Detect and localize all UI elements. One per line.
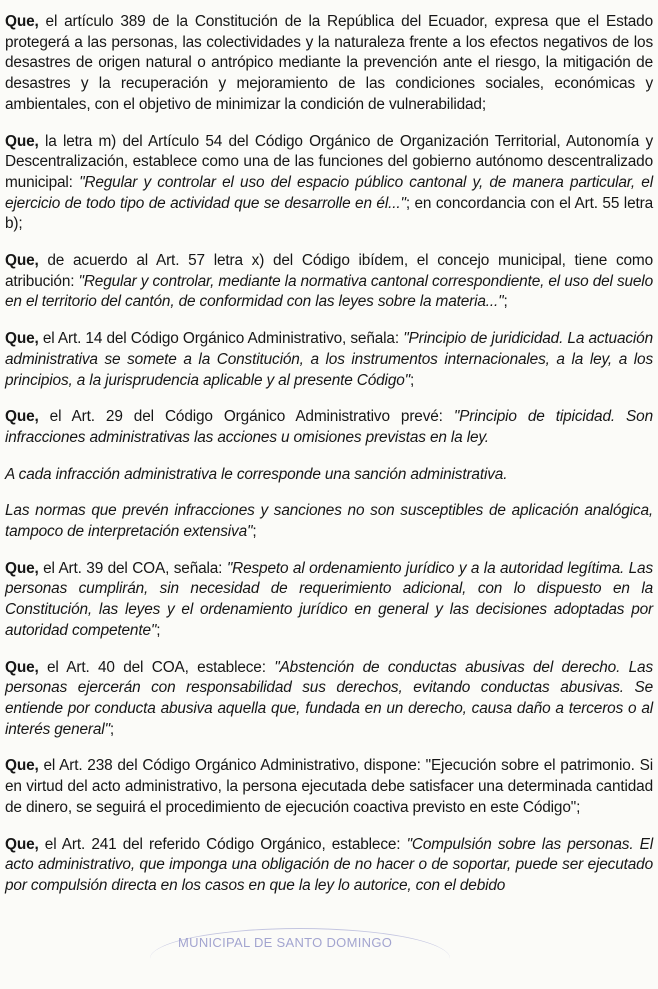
paragraph-2 — [5, 132, 653, 236]
paragraph-lead: Que, — [5, 658, 39, 676]
paragraph-text: el Art. 40 del COA, establece: — [38, 658, 275, 676]
paragraph-lead: Que, — [5, 132, 39, 150]
paragraph-quote: Las normas que prevén infracciones y sanciones no son susceptibles de aplicación analógica, tampoco de interpretación extensiva" — [5, 502, 653, 541]
document-page — [5, 12, 653, 913]
paragraph-text: el Art. 29 del Código Orgánico Administrativo prevé: — [38, 408, 454, 426]
paragraph-text: el artículo 389 de la Constitución de la República del Ecuador, expresa que el Estado protegerá a las personas, las colectividades y la naturaleza frente a los efectos negativos de los desastres de origen natural o antrópico mediante la prevención ante el riesgo, la mitigación de desastres y la recuperación y mejoramiento de las condiciones sociales, económicas y ambientales, con el objetivo de minimizar la condición de vulnerabilidad; — [5, 13, 653, 113]
paragraph-text: el Art. 14 del Código Orgánico Administrativo, señala: — [38, 330, 404, 348]
paragraph-lead: Que, — [5, 13, 39, 30]
paragraph-quote: A cada infracción administrativa le corresponde una sanción administrativa. — [5, 465, 508, 483]
paragraph-quote: "Principio de tipicidad. Son infracciones administrativas las acciones u omisiones previstas en la ley. — [5, 408, 653, 446]
paragraph-6 — [5, 465, 653, 486]
paragraph-3 — [5, 251, 653, 313]
paragraph-tail: ; en concordancia con el Art. 55 letra b); — [5, 194, 654, 233]
paragraph-tail: ; — [109, 720, 115, 738]
paragraph-text: el Art. 241 del referido Código Orgánico, establece: — [38, 835, 407, 853]
paragraph-tail: ; — [156, 621, 161, 639]
paragraph-lead: Que, — [5, 559, 39, 577]
paragraph-text: la letra m) del Artículo 54 del Código Orgánico de Organización Territorial, Autonomía y Descentralización, establece como una de las funciones del gobierno autónomo descentralizado municipal: — [5, 132, 653, 191]
paragraph-7 — [5, 501, 653, 542]
paragraph-quote: "Compulsión sobre las personas. El acto administrativo, que imponga una obligación de no hacer o de soportar, puede ser ejecutado por compulsión directa en los casos en que la ley lo autorice, con el debido — [5, 835, 654, 894]
paragraph-4 — [5, 329, 653, 391]
paragraph-tail: ; — [503, 293, 508, 311]
paragraph-text: el Art. 238 del Código Orgánico Administrativo, dispone: "Ejecución sobre el patrimonio. Si en virtud del acto administrativo, la persona ejecutada debe satisfacer una determinada cantidad de dinero, se seguirá el procedimiento de ejecución coactiva previsto en este Código"; — [5, 757, 653, 816]
paragraph-lead: Que, — [5, 252, 39, 270]
paragraph-lead: Que, — [5, 408, 39, 426]
paragraph-quote: "Regular y controlar el uso del espacio público cantonal y, de manera particular, el ejercicio de todo tipo de actividad que se desarrolle en él..." — [5, 173, 653, 212]
paragraph-8 — [5, 559, 653, 642]
paragraph-quote: "Abstención de conductas abusivas del derecho. Las personas ejercerán con responsabilidad sus derechos, evitando conductas abusivas. Se entiende por conducta abusiva aquella que, fundada en un derecho, causa daño a terceros o al interés general" — [5, 658, 653, 738]
paragraph-quote: "Regular y controlar, mediante la normativa cantonal correspondiente, el uso del suelo en el territorio del cantón, de conformidad con las leyes sobre la materia..." — [5, 272, 653, 311]
paragraph-lead: Que, — [5, 757, 39, 775]
paragraph-quote: "Principio de juridicidad. La actuación administrativa se somete a la Constitución, a los instrumentos internacionales, a la ley, a los principios, a la jurisprudencia aplicable y al presente Código" — [5, 330, 653, 389]
paragraph-10 — [5, 756, 653, 818]
paragraph-tail: ; — [409, 371, 415, 389]
municipal-stamp-text: MUNICIPAL DE SANTO DOMINGO — [178, 935, 393, 950]
paragraph-lead: Que, — [5, 835, 39, 853]
paragraph-lead: Que, — [5, 330, 39, 348]
paragraph-tail: ; — [252, 523, 257, 541]
paragraph-text: el Art. 39 del COA, señala: — [38, 559, 227, 577]
paragraph-5 — [5, 407, 653, 448]
paragraph-1 — [5, 12, 653, 116]
paragraph-quote: "Respeto al ordenamiento jurídico y a la autoridad legítima. Las personas cumplirán, sin necesidad de requerimiento adicional, con lo dispuesto en la Constitución, las leyes y el ordenamiento jurídico en general y las decisiones adoptadas por autoridad competente" — [5, 559, 653, 639]
paragraph-11 — [5, 835, 653, 897]
paragraph-text: de acuerdo al Art. 57 letra x) del Código ibídem, el concejo municipal, tiene como atribución: — [5, 252, 653, 290]
paragraph-9 — [5, 658, 653, 741]
